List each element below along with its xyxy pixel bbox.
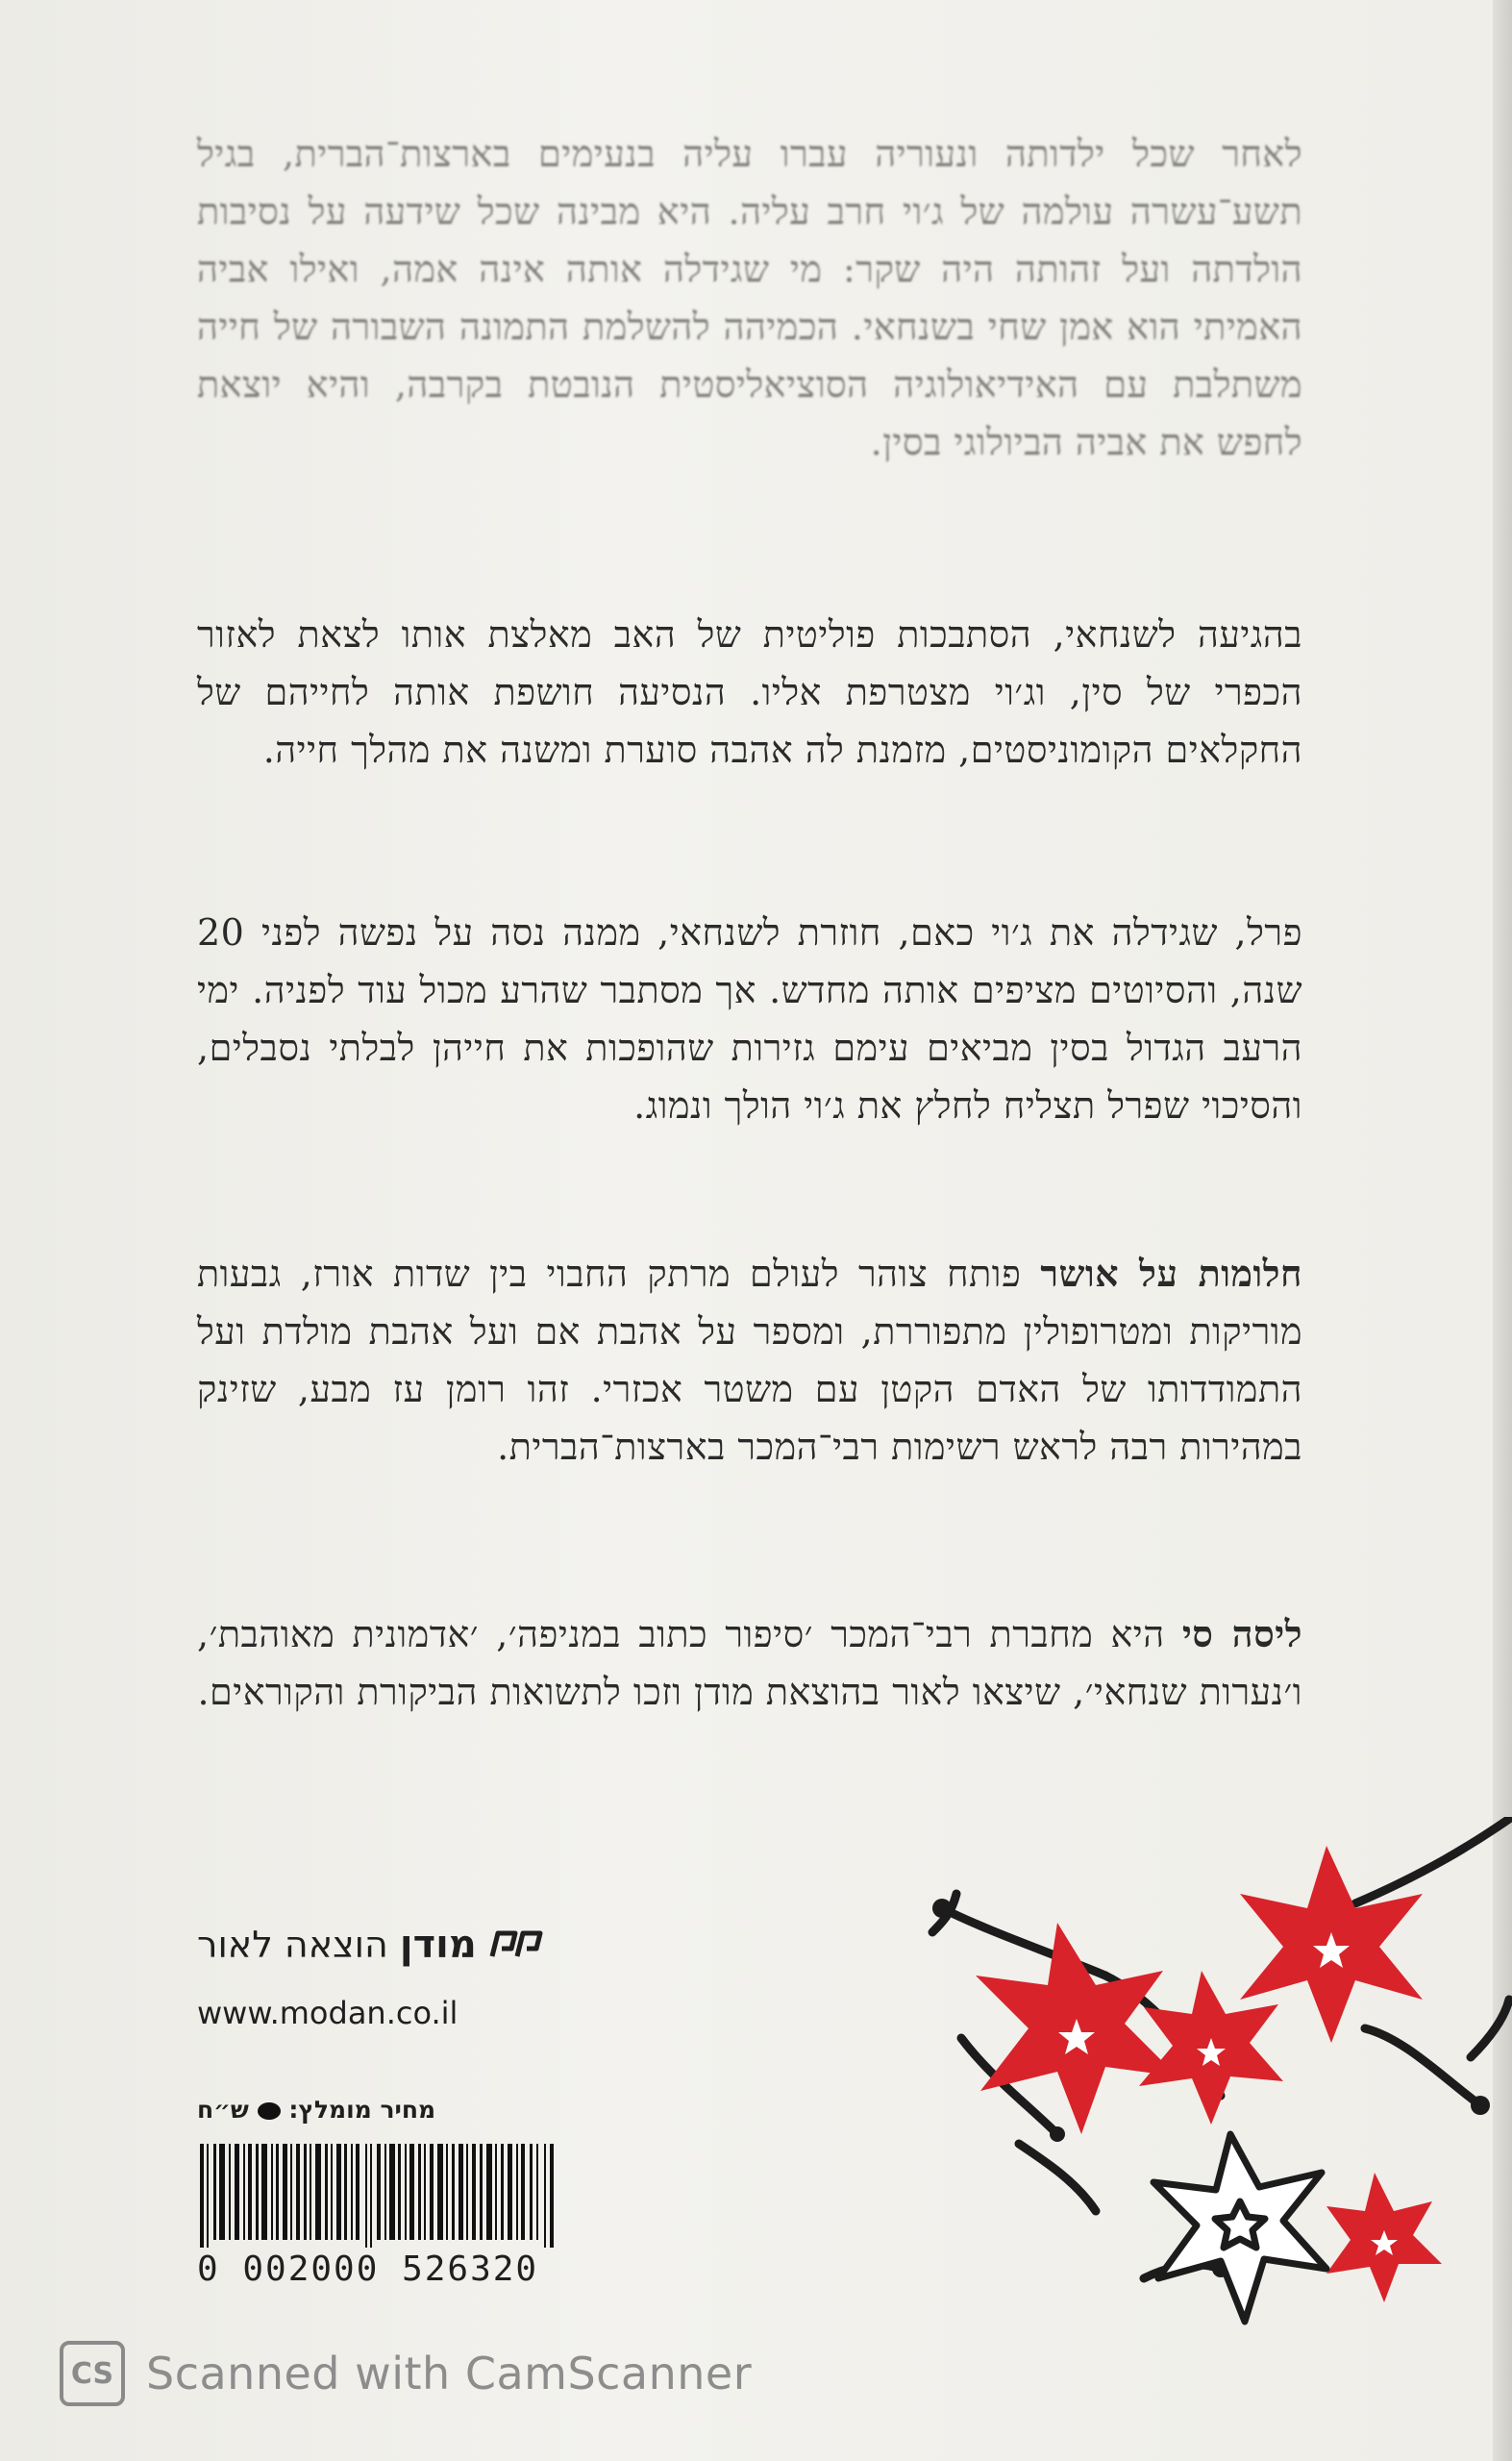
price-value-blot-icon <box>258 2102 281 2120</box>
barcode <box>200 2144 556 2248</box>
publisher-name: מודן <box>399 1923 477 1967</box>
author-bio <box>197 1605 1302 1721</box>
blurb-paragraph-1 <box>197 125 1302 471</box>
author-name: ליסה סי <box>1181 1612 1302 1655</box>
blurb-paragraph-3 <box>197 904 1302 1134</box>
blurb-text-1: לאחר שכל ילדותה ונעוריה עברו עליה בנעימים בארצות־הברית, בגיל תשע־עשרה עולמה של ג׳וי חרב עליה. היא מבינה שכל שידעה על נסיבות הולדתה ועל זהותה היה שקר: מי שגידלה אותה אינה אמה, ואילו אביה האמיתי הוא אמן שחי בשנחאי. הכמיהה להשלמת התמונה השבורה של חייה משתלבת עם האידיאולוגיה הסוציאליסטית הנובטת בקרבה, והיא יוצאת לחפש את אביה הביולוגי בסין. <box>197 133 1302 463</box>
price-currency: ש״ח <box>197 2096 249 2124</box>
publisher-logo-icon <box>488 1926 546 1964</box>
price-label: מחיר מומלץ: <box>288 2096 436 2124</box>
blurb-text-3: פרל, שגידלה את ג׳וי כאם, חוזרת לשנחאי, ממנה נסה על נפשה לפני 20 שנה, והסיוטים מציפים אותה מחדש. אך מסתבר שהרע מכול עוד לפניה. ימי הרעב הגדול בסין מביאים עימם גזירות שהופכות את חייהן לבלתי נסבלים, והסיכוי שפרל תצליח לחלץ את ג׳וי הולך ונמוג. <box>197 911 1302 1127</box>
author-bio-text: היא מחברת רבי־המכר ׳סיפור כתוב במניפה׳, ׳אדמונית מאוהבת׳, ו׳נערות שנחאי׳, שיצאו לאור בהוצאת מודן וזכו לתשואות הביקורת והקוראים. <box>197 1613 1302 1713</box>
publisher-tagline: הוצאה לאור <box>197 1924 388 1966</box>
blurb-paragraph-4 <box>197 1245 1302 1476</box>
publisher-url: www.modan.co.il <box>197 1995 459 2031</box>
red-flower-small-bottom <box>1326 2173 1442 2302</box>
red-flower-center <box>1139 1971 1283 2125</box>
book-title: חלומות על אושר <box>1040 1252 1302 1295</box>
red-flower-left <box>976 1923 1177 2134</box>
camscanner-logo-icon: CS <box>60 2341 125 2406</box>
flower-branch-illustration <box>904 1817 1512 2355</box>
publisher-line <box>197 1923 582 1967</box>
blurb-text-2: בהגיעה לשנחאי, הסתבכות פוליטית של האב מאלצת אותו לצאת לאזור הכפרי של סין, וג׳וי מצטרפת אליו. הנסיעה חושפת אותה לחייהם של החקלאים הקומוניסטים, מזמנת לה אהבה סוערת ומשנה את מהלך חייה. <box>197 613 1302 771</box>
white-flower-outline <box>1153 2134 1326 2322</box>
barcode-number: 0 002000 526320 <box>197 2250 539 2289</box>
camscanner-watermark <box>60 2341 752 2406</box>
watermark-text: Scanned with CamScanner <box>146 2348 753 2399</box>
recommended-price <box>197 2096 485 2124</box>
blurb-paragraph-2 <box>197 606 1302 779</box>
blurb-text-4: פותח צוהר לעולם מרתק החבוי בין שדות אורז, גבעות מוריקות ומטרופולין מתפוררת, ומספר על אהבת אם ועל אהבת מולדת ועל התמודדותו של האדם הקטן עם משטר אכזרי. זהו רומן עז מבע, שזינק במהירות רבה לראש רשימות רבי־המכר בארצות־הברית. <box>197 1253 1302 1468</box>
